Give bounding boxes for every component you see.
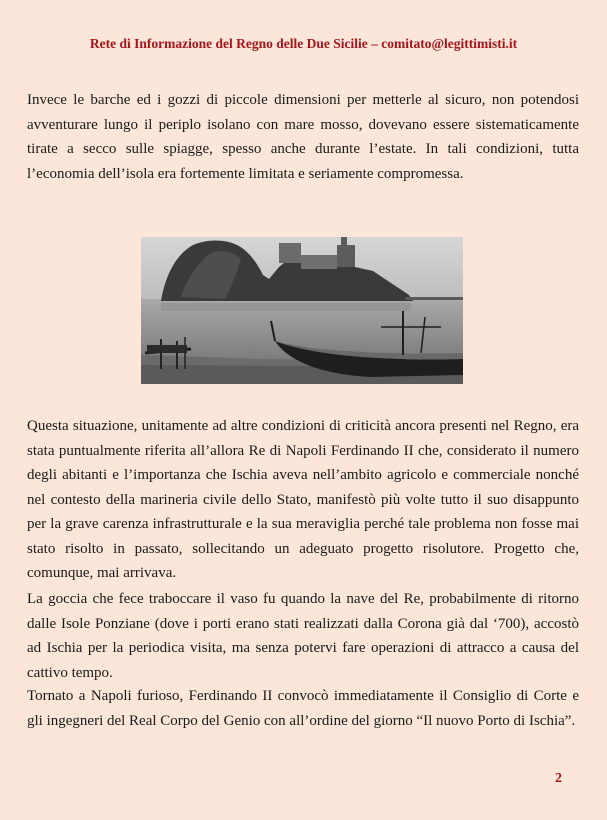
historic-photo-castle-boat xyxy=(141,237,463,384)
document-header: Rete di Informazione del Regno delle Due Sicilie – comitato@legittimisti.it xyxy=(89,36,518,51)
paragraph-1: Invece le barche ed i gozzi di piccole dimensioni per metterle al sicuro, non potendosi avventurare lungo il periplo isolano con mare mosso, dovevano essere sistematicamente tirate a secco sulle spiagge, spesso anche durante l’estate. In tali condizioni, tutta l’economia dell’isola era fortemente limitata e seriamente compromessa. xyxy=(27,92,579,182)
paragraph-2: Questa situazione, unitamente ad altre condizioni di criticità ancora presenti nel Regno, era stata puntualmente riferita all’allora Re di Napoli Ferdinando II che, considerato il numero degli abitanti e l’importanza che Ischia aveva nell’ambito agricolo e commerciale nonché nel contesto della marineria civile dello Stato, manifestò più volte tutto il suo disappunto per la grave carenza infrastrutturale e la sua meraviglia perché tale problema non fosse mai stato risolto in passato, sollecitando un adeguato progetto risolutore. Progetto che, comunque, mai arrivava. xyxy=(27,418,579,581)
page-number: 2 xyxy=(555,771,562,786)
paragraph-3: La goccia che fece traboccare il vaso fu quando la nave del Re, probabilmente di ritorno dalle Isole Ponziane (dove i porti erano stati realizzati dalla Corona già dal ‘700), accostò ad Ischia per la periodica visita, ma senza potervi fare operazioni di attracco a causa del cattivo tempo. xyxy=(27,591,579,681)
paragraph-4: Tornato a Napoli furioso, Ferdinando II convocò immediatamente il Consiglio di Corte e gli ingegneri del Real Corpo del Genio con all’ordine del giorno “Il nuovo Porto di Ischia”. xyxy=(27,688,579,729)
